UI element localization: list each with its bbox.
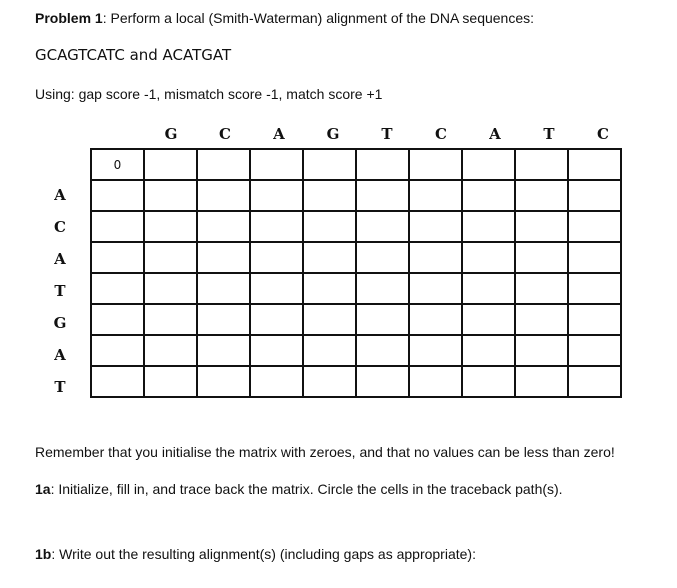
matrix-cell bbox=[515, 273, 568, 304]
matrix-row bbox=[91, 304, 621, 335]
row-header: A bbox=[54, 186, 66, 204]
matrix-cell bbox=[515, 242, 568, 273]
matrix-cell bbox=[91, 180, 144, 211]
matrix-cell bbox=[197, 273, 250, 304]
matrix-cell bbox=[515, 366, 568, 397]
matrix-cell bbox=[515, 335, 568, 366]
matrix-cell bbox=[303, 304, 356, 335]
matrix-cell bbox=[568, 366, 621, 397]
matrix-cell bbox=[250, 273, 303, 304]
row-header: T bbox=[54, 378, 66, 396]
matrix-cell bbox=[515, 304, 568, 335]
matrix-initial-cell: 0 bbox=[91, 149, 144, 180]
row-header: G bbox=[53, 314, 67, 332]
question-1b bbox=[35, 546, 476, 562]
matrix-cell bbox=[197, 149, 250, 180]
matrix-row bbox=[91, 366, 621, 397]
matrix-cell bbox=[250, 242, 303, 273]
column-header: T bbox=[543, 125, 555, 143]
matrix-cell bbox=[303, 180, 356, 211]
matrix-cell bbox=[356, 304, 409, 335]
matrix-cell bbox=[144, 211, 197, 242]
column-header: T bbox=[381, 125, 393, 143]
matrix-cell bbox=[409, 149, 462, 180]
problem-title bbox=[35, 10, 534, 26]
column-header: G bbox=[164, 125, 178, 143]
matrix-cell bbox=[197, 211, 250, 242]
matrix-cell bbox=[356, 180, 409, 211]
matrix-cell bbox=[409, 273, 462, 304]
matrix-cell bbox=[303, 242, 356, 273]
column-header: A bbox=[489, 125, 501, 143]
matrix-cell bbox=[144, 242, 197, 273]
question-1a-text: : Initialize, fill in, and trace back the matrix. Circle the cells in the traceback path(s). bbox=[50, 481, 563, 497]
question-1a-label: 1a bbox=[35, 481, 51, 497]
matrix-cell bbox=[356, 211, 409, 242]
matrix-cell bbox=[144, 273, 197, 304]
matrix-cell bbox=[303, 366, 356, 397]
matrix-cell bbox=[568, 304, 621, 335]
matrix-cell bbox=[462, 366, 515, 397]
matrix-cell bbox=[250, 335, 303, 366]
matrix-cell bbox=[568, 242, 621, 273]
matrix-cell bbox=[91, 211, 144, 242]
matrix-cell bbox=[409, 366, 462, 397]
matrix-cell bbox=[91, 242, 144, 273]
column-header: G bbox=[326, 125, 340, 143]
problem-text: : Perform a local (Smith-Waterman) alignment of the DNA sequences: bbox=[102, 10, 535, 26]
matrix-cell bbox=[144, 335, 197, 366]
matrix-cell bbox=[144, 304, 197, 335]
matrix-cell bbox=[250, 149, 303, 180]
matrix-cell bbox=[197, 242, 250, 273]
matrix-cell bbox=[462, 180, 515, 211]
matrix-cell bbox=[356, 273, 409, 304]
row-header: A bbox=[54, 346, 66, 364]
matrix-cell bbox=[144, 180, 197, 211]
question-1b-label: 1b bbox=[35, 546, 52, 562]
matrix-cell bbox=[462, 335, 515, 366]
matrix-cell bbox=[303, 211, 356, 242]
column-headers bbox=[0, 125, 677, 145]
matrix-cell bbox=[515, 180, 568, 211]
question-1b-text: : Write out the resulting alignment(s) (including gaps as appropriate): bbox=[51, 546, 476, 562]
matrix-cell bbox=[409, 242, 462, 273]
row-header: T bbox=[54, 282, 66, 300]
matrix-cell bbox=[356, 366, 409, 397]
matrix-cell bbox=[250, 211, 303, 242]
column-header: C bbox=[435, 125, 447, 143]
matrix-cell bbox=[250, 180, 303, 211]
problem-label: Problem 1 bbox=[35, 10, 103, 26]
matrix-cell bbox=[568, 149, 621, 180]
matrix-cell bbox=[409, 211, 462, 242]
matrix-cell bbox=[197, 335, 250, 366]
reminder-note: Remember that you initialise the matrix with zeroes, and that no values can be less than zero! bbox=[35, 444, 615, 460]
matrix-cell bbox=[462, 304, 515, 335]
matrix-cell bbox=[144, 366, 197, 397]
matrix-row bbox=[91, 335, 621, 366]
matrix-cell bbox=[356, 242, 409, 273]
alignment-matrix bbox=[90, 148, 622, 398]
matrix-cell bbox=[356, 335, 409, 366]
matrix-cell bbox=[197, 304, 250, 335]
matrix-cell bbox=[303, 335, 356, 366]
matrix-cell bbox=[568, 180, 621, 211]
matrix-cell bbox=[250, 366, 303, 397]
matrix-cell bbox=[462, 149, 515, 180]
matrix-cell bbox=[568, 211, 621, 242]
matrix-row bbox=[91, 211, 621, 242]
matrix-cell bbox=[303, 273, 356, 304]
matrix-cell bbox=[250, 304, 303, 335]
matrix-row bbox=[91, 242, 621, 273]
matrix-cell bbox=[462, 273, 515, 304]
matrix-cell bbox=[462, 242, 515, 273]
matrix-cell bbox=[568, 335, 621, 366]
matrix-cell bbox=[409, 335, 462, 366]
matrix-row bbox=[91, 149, 621, 180]
matrix-cell bbox=[409, 180, 462, 211]
dna-sequences: GCAGTCATC and ACATGAT bbox=[35, 46, 232, 64]
matrix-cell bbox=[91, 304, 144, 335]
column-header: C bbox=[597, 125, 609, 143]
matrix-cell bbox=[144, 149, 197, 180]
matrix-cell bbox=[303, 149, 356, 180]
matrix-cell bbox=[462, 211, 515, 242]
column-header: A bbox=[273, 125, 285, 143]
matrix-cell bbox=[515, 149, 568, 180]
matrix-cell bbox=[91, 366, 144, 397]
question-1a bbox=[35, 481, 563, 497]
matrix-cell bbox=[91, 335, 144, 366]
matrix-row bbox=[91, 180, 621, 211]
matrix-row bbox=[91, 273, 621, 304]
matrix-cell bbox=[568, 273, 621, 304]
column-header: C bbox=[219, 125, 231, 143]
scoring-parameters: Using: gap score -1, mismatch score -1, match score +1 bbox=[35, 86, 383, 102]
row-header: C bbox=[54, 218, 66, 236]
matrix-cell bbox=[515, 211, 568, 242]
matrix-cell bbox=[356, 149, 409, 180]
matrix-cell bbox=[409, 304, 462, 335]
matrix-cell bbox=[197, 180, 250, 211]
row-header: A bbox=[54, 250, 66, 268]
matrix-cell bbox=[91, 273, 144, 304]
matrix-cell bbox=[197, 366, 250, 397]
